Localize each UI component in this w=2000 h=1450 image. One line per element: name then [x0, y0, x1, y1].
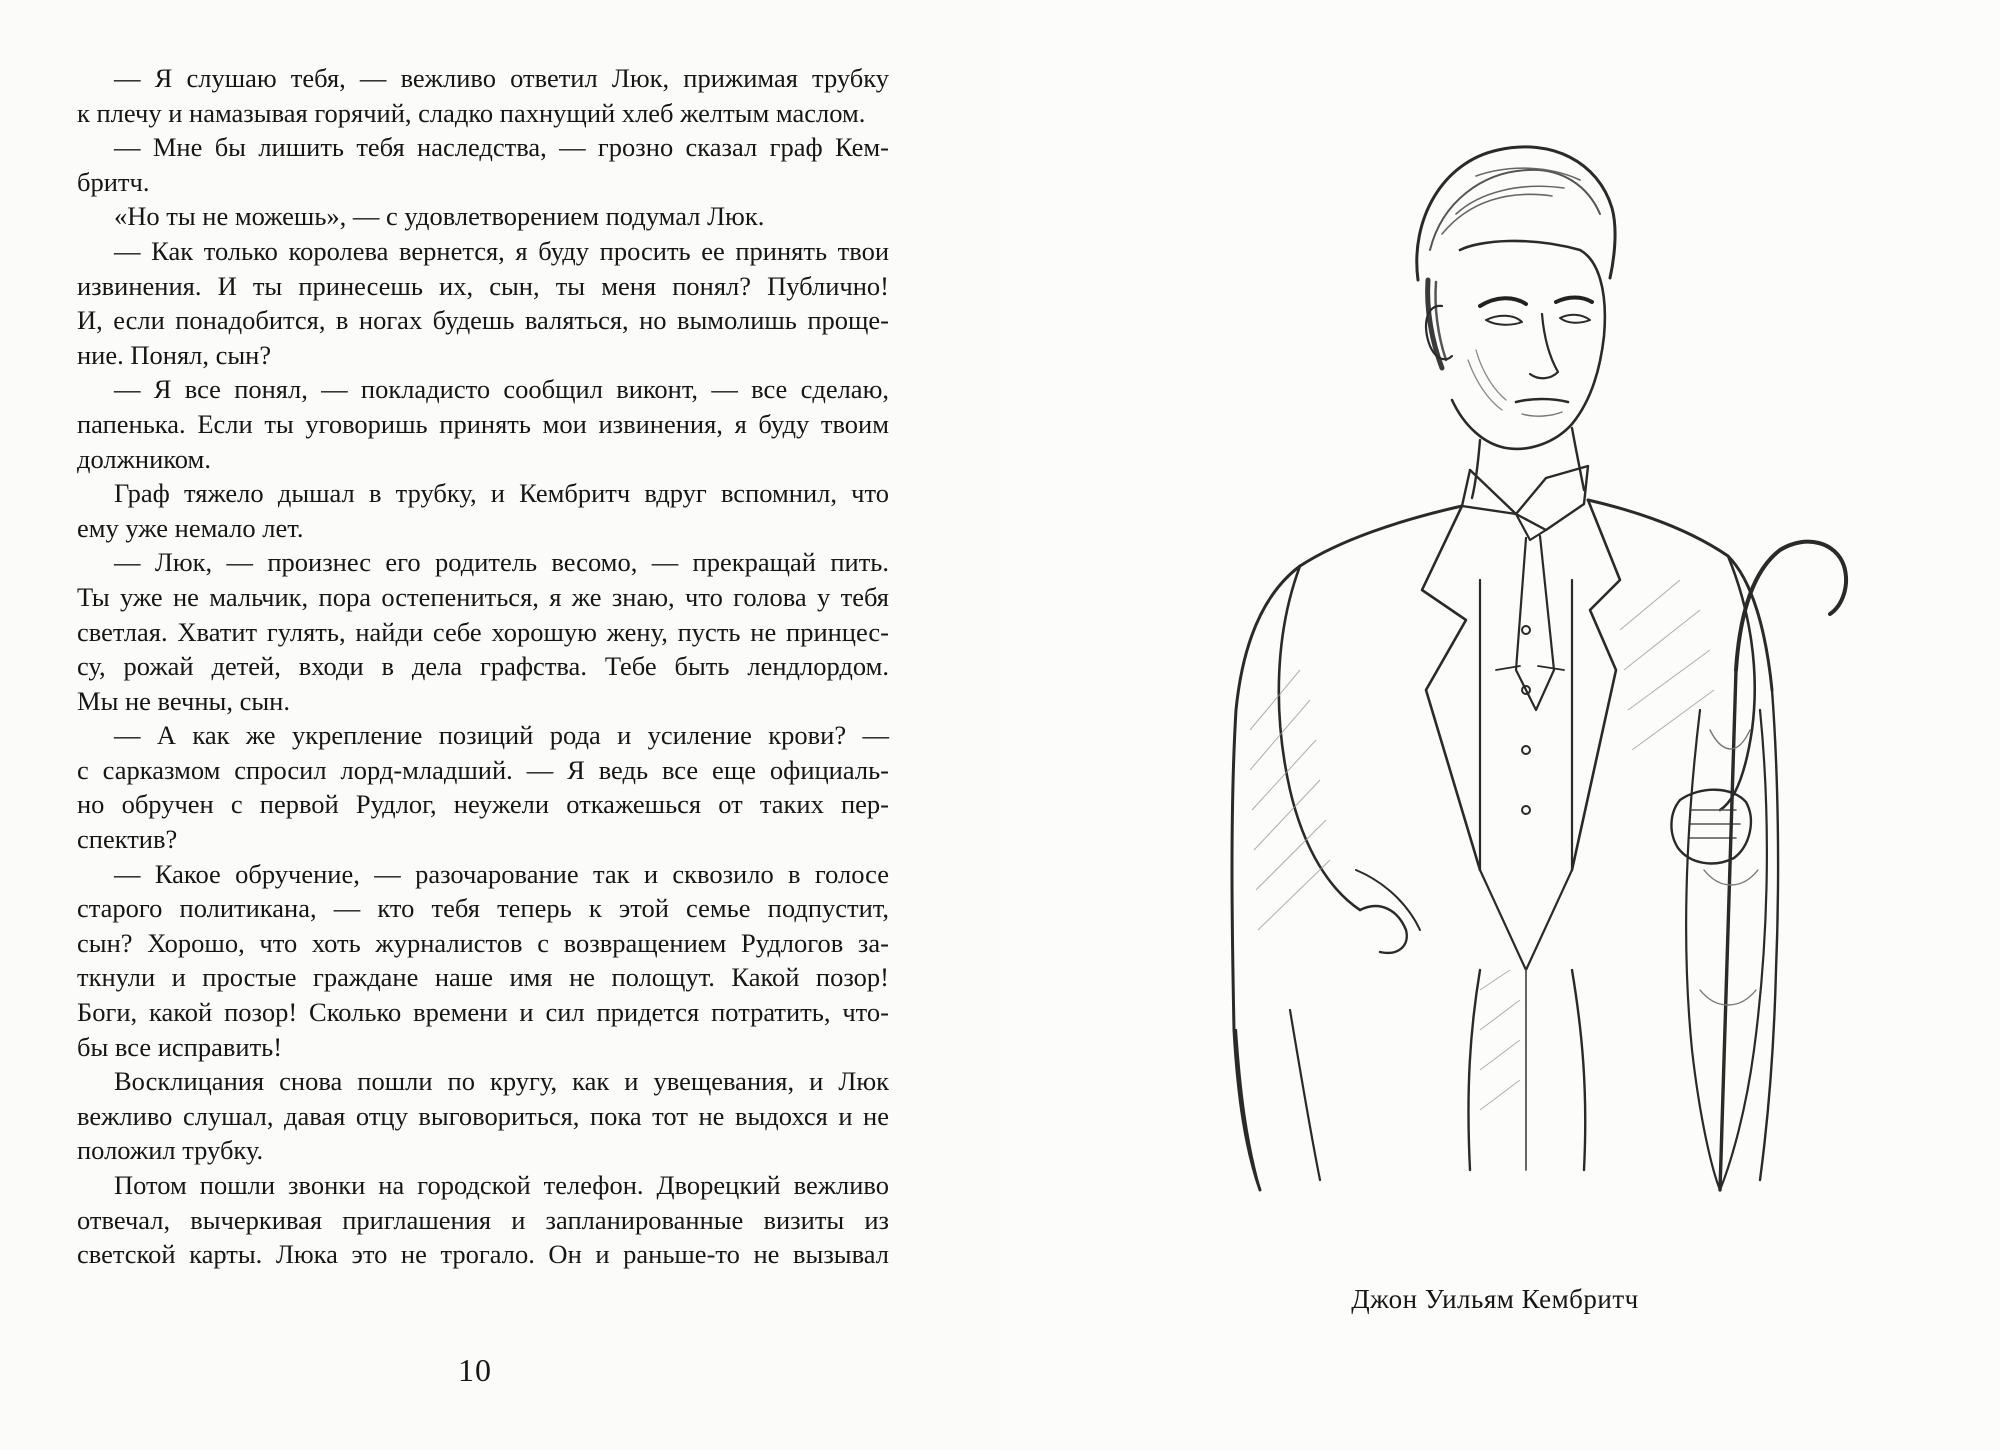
- face-sketch: [1452, 241, 1605, 449]
- text-line: должником.: [77, 443, 211, 474]
- text-line: — Мне бы лишить тебя наследства, — грозно сказал граф Кем-: [114, 132, 889, 163]
- tie-sketch: [1516, 514, 1554, 710]
- text-line: отвечал, вычеркивая приглашения и запланированные визиты из: [77, 1204, 889, 1235]
- page-number: 10: [458, 1352, 492, 1388]
- text-line: вежливо слушал, давая отцу выговориться, пока тот не выдохся и не: [77, 1100, 889, 1131]
- text-line: Мы не вечны, сын.: [77, 685, 290, 716]
- portrait-illustration: [1180, 110, 1880, 1230]
- text-line: Потом пошли звонки на городской телефон. Дворецкий вежливо: [114, 1170, 889, 1200]
- text-line: к плечу и намазывая горячий, сладко пахнущий хлеб желтым маслом.: [77, 97, 866, 128]
- coat-sketch: [1232, 506, 1462, 1190]
- vest-sketch: [1480, 580, 1572, 970]
- text-line: — Люк, — произнес его родитель весомо, — прекращай пить.: [114, 547, 889, 578]
- collar-sketch: [1470, 466, 1588, 530]
- body-text: [77, 61, 889, 1272]
- text-line: Граф тяжело дышал в трубку, и Кембритч вдруг вспомнил, что: [114, 478, 889, 509]
- text-line: бритч.: [77, 166, 150, 197]
- text-line: светской карты. Люка это не трогало. Он и раньше-то не вызывал: [77, 1239, 889, 1270]
- illustration-caption: Джон Уильям Кембритч: [1351, 1284, 1639, 1314]
- text-line: сын? Хорошо, что хоть журналистов с возвращением Рудлогов за-: [77, 927, 889, 958]
- text-line: Восклицания снова пошли по кругу, как и увещевания, и Люк: [114, 1066, 889, 1097]
- text-line: спектив?: [77, 824, 178, 855]
- text-line: папенька. Если ты уговоришь принять мои извинения, я буду твоим: [77, 408, 889, 439]
- text-line: старого политикана, — кто тебя теперь к этой семье подпустит,: [77, 893, 889, 924]
- text-line: — Я слушаю тебя, — вежливо ответил Люк, прижимая трубку: [114, 63, 889, 93]
- text-line: И, если понадобится, в ногах будешь валяться, но вымолишь проще-: [77, 305, 889, 336]
- text-line: светлая. Хватит гулять, найди себе хорошую жену, пусть не принцес-: [77, 616, 889, 647]
- text-line: — Какое обручение, — разочарование так и сквозило в голосе: [114, 858, 889, 889]
- text-line: «Но ты не можешь», — с удовлетворением подумал Люк.: [114, 201, 765, 232]
- text-line: ему уже немало лет.: [77, 512, 304, 543]
- text-line: извинения. И ты принесешь их, сын, ты меня понял? Публично!: [77, 270, 889, 301]
- right-page: [1000, 0, 2000, 1450]
- text-line: Боги, какой позор! Сколько времени и сил придется потратить, что-: [77, 997, 889, 1028]
- text-line: су, рожай детей, входи в дела графства. Тебе быть лендлордом.: [77, 651, 889, 682]
- text-line: — Как только королева вернется, я буду просить ее принять твои: [114, 235, 889, 266]
- text-line: бы все исправить!: [77, 1031, 283, 1062]
- text-line: но обручен с первой Рудлог, неужели откажешься от таких пер-: [77, 789, 889, 820]
- text-line: Ты уже не мальчик, пора остепениться, я же знаю, что голова у тебя: [77, 581, 889, 612]
- text-line: ние. Понял, сын?: [77, 339, 272, 370]
- text-line: с сарказмом спросил лорд-младший. — Я ведь все еще официаль-: [77, 754, 889, 785]
- text-line: положил трубку.: [77, 1135, 264, 1166]
- text-line: ткнули и простые граждане наше имя не полощут. Какой позор!: [77, 962, 889, 993]
- text-line: — Я все понял, — покладисто сообщил виконт, — все сделаю,: [114, 374, 889, 405]
- text-line: — А как же укрепление позиций рода и усиление крови? —: [114, 720, 889, 751]
- hand-sketch: [1671, 790, 1750, 864]
